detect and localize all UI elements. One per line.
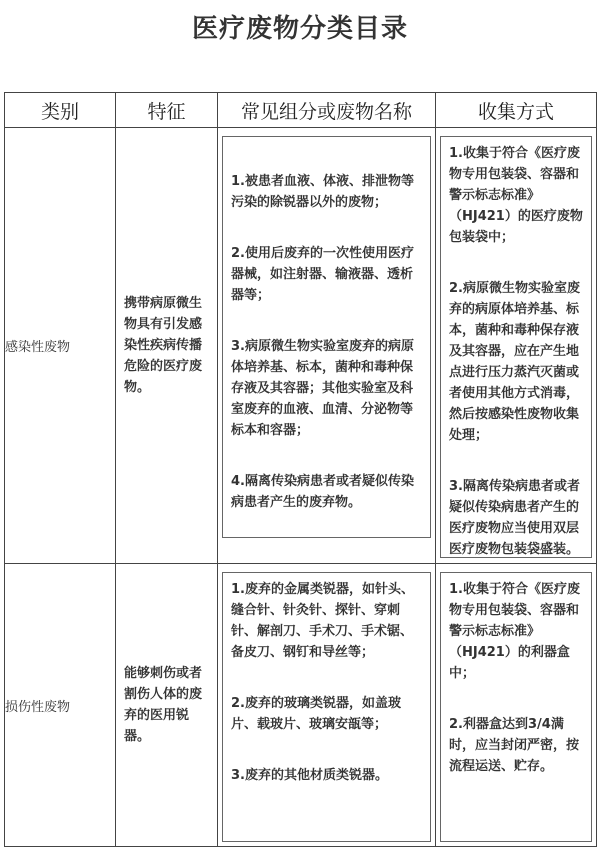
component-item: 3.病原微生物实验室废弃的病原体培养基、标本，菌种和毒种保存液及其容器；其他实验室及科室废弃的血液、血清、分泌物等标本和容器； [231,339,414,438]
component-item: 4.隔离传染病患者或者疑似传染病患者产生的废弃物。 [231,474,414,510]
header-collection: 收集方式 [436,93,597,128]
collection-item: 2.利器盒达到3/4满时，应当封闭严密，按流程运送、贮存。 [449,717,580,774]
collection-box [440,136,592,558]
category-cell: 损伤性废物 [5,564,116,847]
table-row [5,128,597,564]
component-item: 2.使用后废弃的一次性使用医疗器械，如注射器、输液器、透析器等； [231,246,414,303]
components-cell [218,564,436,847]
feature-text: 携带病原微生物具有引发感染性疾病传播危险的医疗废物。 [124,296,203,395]
page-title: 医疗废物分类目录 [191,14,408,44]
collection-item: 3.隔离传染病患者或者疑似传染病患者产生的医疗废物应当使用双层医疗废物包装袋盛装。 [449,479,580,557]
header-components: 常见组分或废物名称 [218,93,436,128]
collection-item: 1.收集于符合《医疗废物专用包装袋、容器和警示标志标准》（HJ421）的医疗废物包装袋中； [449,146,583,245]
table-row [5,564,597,847]
collection-item: 1.收集于符合《医疗废物专用包装袋、容器和警示标志标准》（HJ421）的利器盒中； [449,582,580,681]
component-item: 3.废弃的其他材质类锐器。 [231,768,388,783]
collection-cell [436,564,597,847]
components-cell [218,128,436,564]
feature-cell [116,564,218,847]
feature-cell [116,128,218,564]
table-header-row [5,93,597,128]
component-item: 1.被患者血液、体液、排泄物等污染的除锐器以外的废物； [231,174,414,210]
component-item: 2.废弃的玻璃类锐器，如盖玻片、载玻片、玻璃安瓿等； [231,696,401,732]
feature-text: 能够刺伤或者割伤人体的废弃的医用锐器。 [124,666,203,744]
collection-cell [436,128,597,564]
components-box [222,572,431,842]
collection-box [440,572,592,842]
components-box [222,136,431,538]
waste-classification-table [4,92,597,847]
header-feature: 特征 [116,93,218,128]
category-cell: 感染性废物 [5,128,116,564]
collection-item: 2.病原微生物实验室废弃的病原体培养基、标本，菌种和毒种保存液及其容器，应在产生地点进行压力蒸汽灭菌或者使用其他方式消毒，然后按感染性废物收集处理； [449,281,580,443]
component-item: 1.废弃的金属类锐器，如针头、缝合针、针灸针、探针、穿刺针、解剖刀、手术刀、手术锯、备皮刀、钢钉和导丝等； [231,582,414,660]
header-category: 类别 [5,93,116,128]
